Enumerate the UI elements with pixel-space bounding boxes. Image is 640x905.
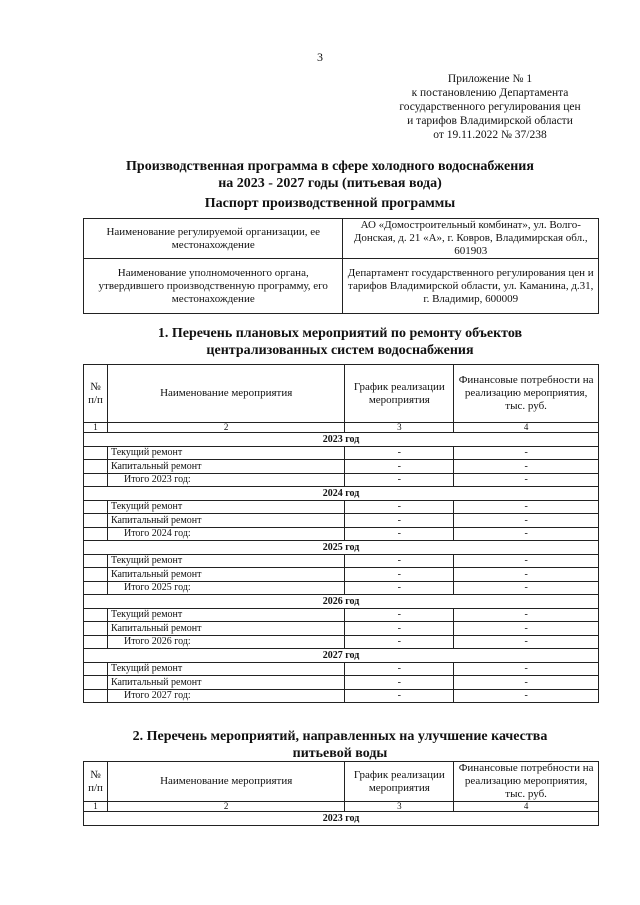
table-header-row [84,365,599,423]
row-number-cell [84,581,108,595]
appendix-line: Приложение № 1 [447,73,533,85]
passport-row [84,259,599,314]
col-header: № п/п [84,762,108,802]
appendix-line: и тарифов Владимирской области [407,115,573,127]
col-number: 1 [84,423,108,433]
total-label: Итого 2026 год: [107,635,344,649]
schedule-cell: - [345,473,454,487]
col-header: Финансовые потребности на реализацию мероприятия, тыс. руб. [454,365,599,423]
total-row [84,689,599,703]
financing-cell: - [454,622,599,636]
financing-cell: - [454,568,599,582]
row-number-cell [84,635,108,649]
row-number-cell [84,662,108,676]
column-number-row [84,423,599,433]
table-row [84,500,599,514]
financing-cell: - [454,635,599,649]
row-number-cell [84,500,108,514]
row-number-cell [84,460,108,474]
year-label: 2026 год [84,595,599,609]
row-number-cell [84,676,108,690]
schedule-cell: - [345,446,454,460]
financing-cell: - [454,460,599,474]
table-row [84,446,599,460]
schedule-cell: - [345,662,454,676]
col-header: График реализации мероприятия [345,762,454,802]
passport-table [83,218,599,314]
passport-label: Наименование регулируемой организации, ее местонахождение [84,219,343,259]
page-number: 3 [317,50,323,64]
table-row [84,460,599,474]
schedule-cell: - [345,689,454,703]
table-row [84,662,599,676]
schedule-cell: - [345,527,454,541]
financing-cell: - [454,514,599,528]
row-number-cell [84,608,108,622]
section2-title-line: питьевой воды [292,746,388,761]
activity-name: Текущий ремонт [107,554,344,568]
financing-cell: - [454,676,599,690]
passport-title: Паспорт производственной программы [204,196,456,211]
activity-name: Капитальный ремонт [107,514,344,528]
section1-title [60,325,620,359]
section2-title-line: 2. Перечень мероприятий, направленных на улучшение качества [132,729,548,744]
schedule-cell: - [345,581,454,595]
section2-title [60,728,620,762]
col-number: 4 [454,423,599,433]
activity-name: Текущий ремонт [107,608,344,622]
table-row [84,608,599,622]
col-header: График реализации мероприятия [345,365,454,423]
year-row [84,812,599,826]
total-row [84,635,599,649]
col-number: 3 [345,423,454,433]
financing-cell: - [454,608,599,622]
activity-name: Капитальный ремонт [107,460,344,474]
schedule-cell: - [345,568,454,582]
year-label: 2023 год [84,812,599,826]
financing-cell: - [454,662,599,676]
row-number-cell [84,473,108,487]
total-row [84,527,599,541]
col-number: 3 [345,802,454,812]
col-header: Наименование мероприятия [107,762,344,802]
year-row [84,649,599,663]
row-number-cell [84,568,108,582]
activity-name: Текущий ремонт [107,662,344,676]
col-header: Наименование мероприятия [107,365,344,423]
table-row [84,568,599,582]
col-number: 4 [454,802,599,812]
row-number-cell [84,554,108,568]
row-number-cell [84,689,108,703]
year-row [84,487,599,501]
schedule-cell: - [345,514,454,528]
year-row [84,433,599,447]
table-row [84,514,599,528]
year-label: 2023 год [84,433,599,447]
passport-value: АО «Домостроительный комбинат», ул. Волго-Донская, д. 21 «А», г. Ковров, Владимирская обл., 601903 [343,219,599,259]
financing-cell: - [454,581,599,595]
column-number-row [84,802,599,812]
appendix-line: к постановлению Департамента [411,87,569,99]
financing-cell: - [454,554,599,568]
appendix-line: государственного регулирования цен [399,101,581,113]
financing-cell: - [454,446,599,460]
total-label: Итого 2024 год: [107,527,344,541]
financing-cell: - [454,689,599,703]
financing-cell: - [454,500,599,514]
activity-name: Текущий ремонт [107,500,344,514]
schedule-cell: - [345,460,454,474]
col-number: 1 [84,802,108,812]
activity-name: Капитальный ремонт [107,568,344,582]
row-number-cell [84,622,108,636]
row-number-cell [84,446,108,460]
row-number-cell [84,514,108,528]
passport-value: Департамент государственного регулирования цен и тарифов Владимирской области, ул. Каманина, д.31, г. Владимир, 600009 [343,259,599,314]
year-label: 2024 год [84,487,599,501]
activity-name: Текущий ремонт [107,446,344,460]
table-header-row [84,762,599,802]
total-label: Итого 2023 год: [107,473,344,487]
total-row [84,473,599,487]
activity-name: Капитальный ремонт [107,622,344,636]
financing-cell: - [454,473,599,487]
total-label: Итого 2027 год: [107,689,344,703]
schedule-cell: - [345,635,454,649]
schedule-cell: - [345,676,454,690]
financing-cell: - [454,527,599,541]
col-header: Финансовые потребности на реализацию мероприятия, тыс. руб. [454,762,599,802]
section1-title-line: централизованных систем водоснабжения [206,343,474,358]
col-number: 2 [107,423,344,433]
year-label: 2027 год [84,649,599,663]
schedule-cell: - [345,500,454,514]
year-row [84,595,599,609]
table-row [84,676,599,690]
passport-label: Наименование уполномоченного органа, утвердившего производственную программу, его местонахождение [84,259,343,314]
schedule-cell: - [345,554,454,568]
year-row [84,541,599,555]
year-label: 2025 год [84,541,599,555]
row-number-cell [84,527,108,541]
schedule-cell: - [345,608,454,622]
appendix-line: от 19.11.2022 № 37/238 [433,129,547,141]
table-row [84,622,599,636]
total-row [84,581,599,595]
schedule-cell: - [345,622,454,636]
document-title-line: Производственная программа в сфере холодного водоснабжения [126,159,534,174]
col-number: 2 [107,802,344,812]
col-header: № п/п [84,365,108,423]
table-row [84,554,599,568]
passport-row [84,219,599,259]
total-label: Итого 2025 год: [107,581,344,595]
repair-table [83,364,599,703]
section1-title-line: 1. Перечень плановых мероприятий по ремонту объектов [157,326,523,341]
quality-table [83,761,599,826]
document-title [60,158,600,192]
document-title-line: на 2023 - 2027 годы (питьевая вода) [218,176,442,191]
appendix-block [370,72,610,142]
activity-name: Капитальный ремонт [107,676,344,690]
